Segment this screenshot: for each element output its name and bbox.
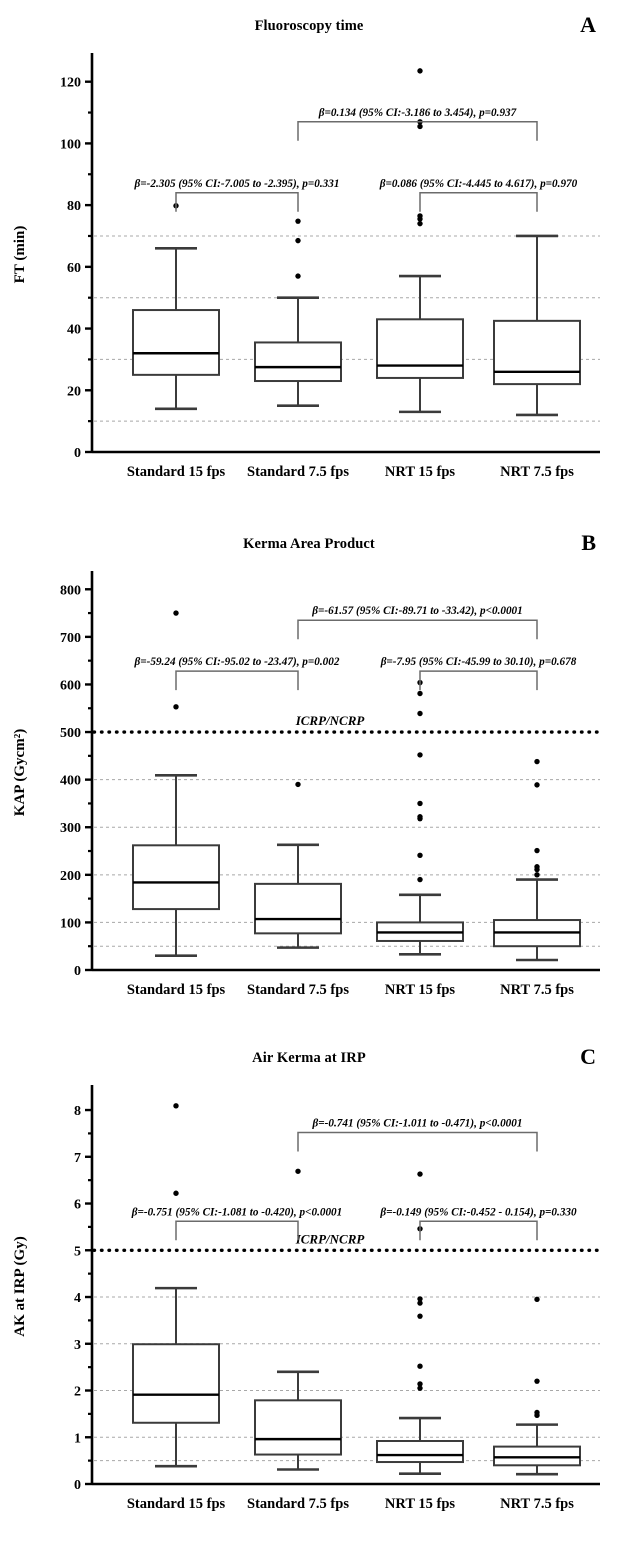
outlier-point <box>295 238 300 243</box>
box-iqr <box>255 342 341 381</box>
x-category-label: NRT 7.5 fps <box>500 464 574 480</box>
outlier-point <box>534 1297 539 1302</box>
comparison-bracket <box>176 193 298 212</box>
y-axis-label: AK at IRP (Gy) <box>12 1236 28 1337</box>
y-tick-label: 100 <box>60 916 81 932</box>
panel-b-title: Kerma Area Product <box>243 536 375 552</box>
stat-annotation-text: β=0.134 (95% CI:-3.186 to 3.454), p=0.937 <box>318 106 517 119</box>
comparison-bracket <box>176 671 298 690</box>
x-category-label: Standard 7.5 fps <box>247 464 349 480</box>
outlier-point <box>534 864 539 869</box>
stat-annotation-text: β=-61.57 (95% CI:-89.71 to -33.42), p<0.0001 <box>312 605 523 618</box>
outlier-point <box>534 1410 539 1415</box>
outlier-point <box>417 1171 422 1176</box>
box-iqr <box>133 845 219 909</box>
boxplot-4 <box>494 759 580 960</box>
x-category-label: NRT 15 fps <box>384 464 456 480</box>
comparison-bracket <box>420 193 537 212</box>
x-category-label: NRT 7.5 fps <box>500 982 574 998</box>
y-tick-label: 60 <box>67 260 81 276</box>
stat-annotation-text: β=-0.741 (95% CI:-1.011 to -0.471), p<0.0001 <box>312 1117 523 1130</box>
y-tick-label: 0 <box>74 964 81 979</box>
y-tick-label: 800 <box>60 583 81 599</box>
outlier-point <box>173 704 178 709</box>
panel-c <box>0 1032 618 1542</box>
x-category-label: NRT 15 fps <box>384 982 456 998</box>
boxplot-3 <box>377 680 463 954</box>
comparison-bracket <box>298 122 537 141</box>
x-category-label: NRT 15 fps <box>384 1496 456 1512</box>
outlier-point <box>534 872 539 877</box>
stat-annotation-text: β=-0.751 (95% CI:-1.081 to -0.420), p<0.0001 <box>131 1206 343 1219</box>
y-tick-label: 20 <box>67 384 81 400</box>
y-tick-label: 300 <box>60 821 81 837</box>
panel-b-letter: B <box>581 530 596 555</box>
outlier-point <box>417 801 422 806</box>
y-axis-label: KAP (Gycm²) <box>12 728 28 817</box>
y-tick-label: 500 <box>60 726 81 742</box>
comparison-bracket <box>176 1221 298 1240</box>
outlier-point <box>417 1364 422 1369</box>
outlier-point <box>534 782 539 787</box>
y-tick-label: 5 <box>74 1244 81 1260</box>
panel-c-title: Air Kerma at IRP <box>252 1050 366 1066</box>
stat-annotation-text: β=-0.149 (95% CI:-0.452 - 0.154), p=0.330 <box>380 1206 577 1219</box>
outlier-point <box>417 853 422 858</box>
stat-annotation <box>379 1206 577 1240</box>
x-category-label: Standard 15 fps <box>126 464 226 480</box>
outlier-point <box>173 610 178 615</box>
boxplot-3 <box>377 68 463 412</box>
outlier-point <box>417 68 422 73</box>
box-iqr <box>133 310 219 375</box>
box-iqr <box>255 884 341 933</box>
box-iqr <box>255 1400 341 1454</box>
outlier-point <box>173 1191 178 1196</box>
boxplot-4 <box>494 1297 580 1475</box>
outlier-point <box>417 814 422 819</box>
outlier-point <box>417 221 422 226</box>
outlier-point <box>417 1313 422 1318</box>
outlier-point <box>417 752 422 757</box>
outlier-point <box>417 213 422 218</box>
x-category-label: Standard 7.5 fps <box>247 1496 349 1512</box>
outlier-point <box>173 1103 178 1108</box>
boxplot-1 <box>133 1103 219 1466</box>
y-tick-label: 1 <box>74 1431 81 1447</box>
threshold-label: ICRP/NCRP <box>295 713 365 729</box>
panel-c-plot <box>0 1032 618 1542</box>
comparison-bracket <box>298 620 537 639</box>
y-axis-label: FT (min) <box>12 225 28 284</box>
threshold-label: ICRP/NCRP <box>295 1231 365 1247</box>
box-iqr <box>494 1447 580 1466</box>
y-tick-label: 200 <box>60 868 81 884</box>
panel-c-letter: C <box>580 1044 596 1069</box>
stat-annotation <box>134 656 340 690</box>
y-tick-label: 8 <box>74 1104 81 1120</box>
comparison-bracket <box>298 1132 537 1151</box>
box-iqr <box>377 319 463 378</box>
outlier-point <box>534 759 539 764</box>
panel-b-plot <box>0 518 618 1028</box>
y-tick-label: 400 <box>60 773 81 789</box>
y-tick-label: 7 <box>74 1150 81 1166</box>
outlier-point <box>417 1296 422 1301</box>
y-tick-label: 3 <box>74 1337 81 1353</box>
y-tick-label: 100 <box>60 137 81 153</box>
x-category-label: Standard 15 fps <box>126 982 226 998</box>
stat-annotation <box>298 605 537 639</box>
box-iqr <box>494 321 580 384</box>
boxplot-2 <box>255 782 341 948</box>
y-tick-label: 4 <box>74 1291 81 1307</box>
outlier-point <box>534 848 539 853</box>
boxplot-1 <box>133 203 219 409</box>
outlier-point <box>295 218 300 223</box>
panel-b <box>0 518 618 1028</box>
stat-annotation <box>298 1117 537 1151</box>
outlier-point <box>295 273 300 278</box>
y-tick-label: 0 <box>74 1478 81 1493</box>
x-category-label: Standard 7.5 fps <box>247 982 349 998</box>
box-iqr <box>133 1344 219 1423</box>
stat-annotation <box>380 656 577 690</box>
outlier-point <box>417 691 422 696</box>
outlier-point <box>417 124 422 129</box>
stat-annotation-text: β=-2.305 (95% CI:-7.005 to -2.395), p=0.331 <box>134 177 340 190</box>
stat-annotation <box>379 178 578 212</box>
stat-annotation-text: β=-7.95 (95% CI:-45.99 to 30.10), p=0.678 <box>380 656 577 669</box>
box-iqr <box>377 1441 463 1462</box>
boxplot-2 <box>255 218 341 405</box>
x-category-label: NRT 7.5 fps <box>500 1496 574 1512</box>
panel-a-plot <box>0 0 618 510</box>
stat-annotation-text: β=-59.24 (95% CI:-95.02 to -23.47), p=0.002 <box>134 656 340 669</box>
outlier-point <box>295 782 300 787</box>
comparison-bracket <box>420 671 537 690</box>
panel-a-title: Fluoroscopy time <box>254 18 364 34</box>
outlier-point <box>295 1169 300 1174</box>
comparison-bracket <box>420 1221 537 1240</box>
outlier-point <box>417 1381 422 1386</box>
y-tick-label: 40 <box>67 322 81 338</box>
y-tick-label: 80 <box>67 199 81 215</box>
stat-annotation-text: β=0.086 (95% CI:-4.445 to 4.617), p=0.970 <box>379 177 578 190</box>
y-tick-label: 2 <box>74 1384 81 1400</box>
panel-a <box>0 0 618 510</box>
outlier-point <box>417 711 422 716</box>
y-tick-label: 0 <box>74 446 81 461</box>
stat-annotation <box>298 107 537 141</box>
y-tick-label: 700 <box>60 630 81 646</box>
panel-a-letter: A <box>580 12 596 37</box>
y-tick-label: 600 <box>60 678 81 694</box>
stat-annotation <box>134 178 340 212</box>
y-tick-label: 6 <box>74 1197 81 1213</box>
boxplot-4 <box>494 236 580 415</box>
outlier-point <box>417 877 422 882</box>
outlier-point <box>534 1378 539 1383</box>
x-category-label: Standard 15 fps <box>126 1496 226 1512</box>
y-tick-label: 120 <box>60 75 81 91</box>
